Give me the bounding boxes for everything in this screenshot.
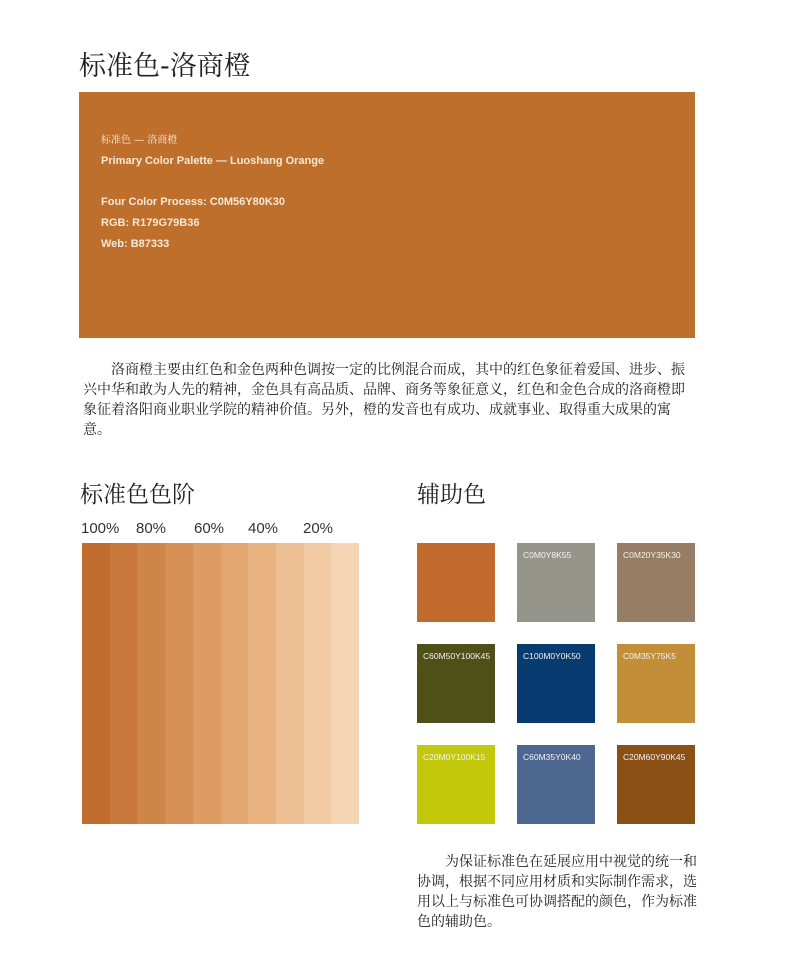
gradation-strip — [193, 543, 221, 824]
auxiliary-swatch-code: C0M0Y8K55 — [523, 550, 572, 560]
percent-labels — [0, 520, 787, 540]
auxiliary-swatch-code: C20M60Y90K45 — [623, 752, 686, 762]
auxiliary-swatch — [617, 543, 695, 622]
gradation-strip — [276, 543, 304, 824]
auxiliary-swatch-code: C100M0Y0K50 — [523, 651, 581, 661]
color-gradation-ladder — [82, 543, 359, 824]
primary-label-cn: 标准色 — 洛商橙 — [101, 135, 178, 146]
gradation-strip — [331, 543, 359, 824]
gradation-title: 标准色色阶 — [80, 482, 195, 508]
primary-label-en: Primary Color Palette — Luoshang Orange — [101, 155, 325, 167]
gradation-strip — [137, 543, 165, 824]
gradation-strip — [110, 543, 138, 824]
auxiliary-description: 为保证标准色在延展应用中视觉的统一和协调，根据不同应用材质和实际制作需求，选用以上与标准色可协调搭配的颜色，作为标准色的辅助色。 — [417, 854, 697, 930]
auxiliary-swatch-code: C0M20Y35K30 — [623, 550, 681, 560]
gradation-strip — [165, 543, 193, 824]
primary-cmyk: Four Color Process: C0M56Y80K30 — [101, 196, 286, 208]
auxiliary-color-grid — [417, 543, 695, 824]
auxiliary-swatch — [617, 644, 695, 723]
auxiliary-swatch — [617, 745, 695, 824]
gradation-strip — [248, 543, 276, 824]
primary-rgb: RGB: R179G79B36 — [101, 217, 200, 229]
percent-label-100: 100% — [81, 520, 120, 537]
auxiliary-title: 辅助色 — [417, 482, 486, 508]
auxiliary-swatch — [417, 644, 495, 723]
primary-color-swatch — [79, 92, 695, 338]
percent-label-80: 80% — [136, 520, 167, 537]
percent-label-40: 40% — [248, 520, 279, 537]
percent-label-20: 20% — [303, 520, 334, 537]
gradation-strip — [221, 543, 249, 824]
primary-color-specs — [101, 130, 324, 255]
percent-label-60: 60% — [194, 520, 225, 537]
auxiliary-swatch-code: C60M50Y100K45 — [423, 651, 491, 661]
primary-description: 洛商橙主要由红色和金色两种色调按一定的比例混合而成，其中的红色象征着爱国、进步、振兴中华和敢为人先的精神，金色具有高品质、品牌、商务等象征意义，红色和金色合成的洛商橙即象征着洛阳商业职业学院的精神价值。另外，橙的发音也有成功、成就事业、取得重大成果的寓意。 — [83, 362, 685, 438]
auxiliary-swatch — [517, 644, 595, 723]
gradation-strip — [82, 543, 110, 824]
auxiliary-swatch-code: C20M0Y100K15 — [423, 752, 486, 762]
auxiliary-swatch — [517, 745, 595, 824]
auxiliary-swatch — [417, 745, 495, 824]
auxiliary-swatch-code: C0M35Y75K5 — [623, 651, 676, 661]
gradation-strip — [304, 543, 332, 824]
auxiliary-swatch — [517, 543, 595, 622]
auxiliary-swatch-code: C60M35Y0K40 — [523, 752, 581, 762]
primary-web: Web: B87333 — [101, 238, 170, 250]
auxiliary-swatch — [417, 543, 495, 622]
page-title: 标准色-洛商橙 — [79, 51, 251, 82]
